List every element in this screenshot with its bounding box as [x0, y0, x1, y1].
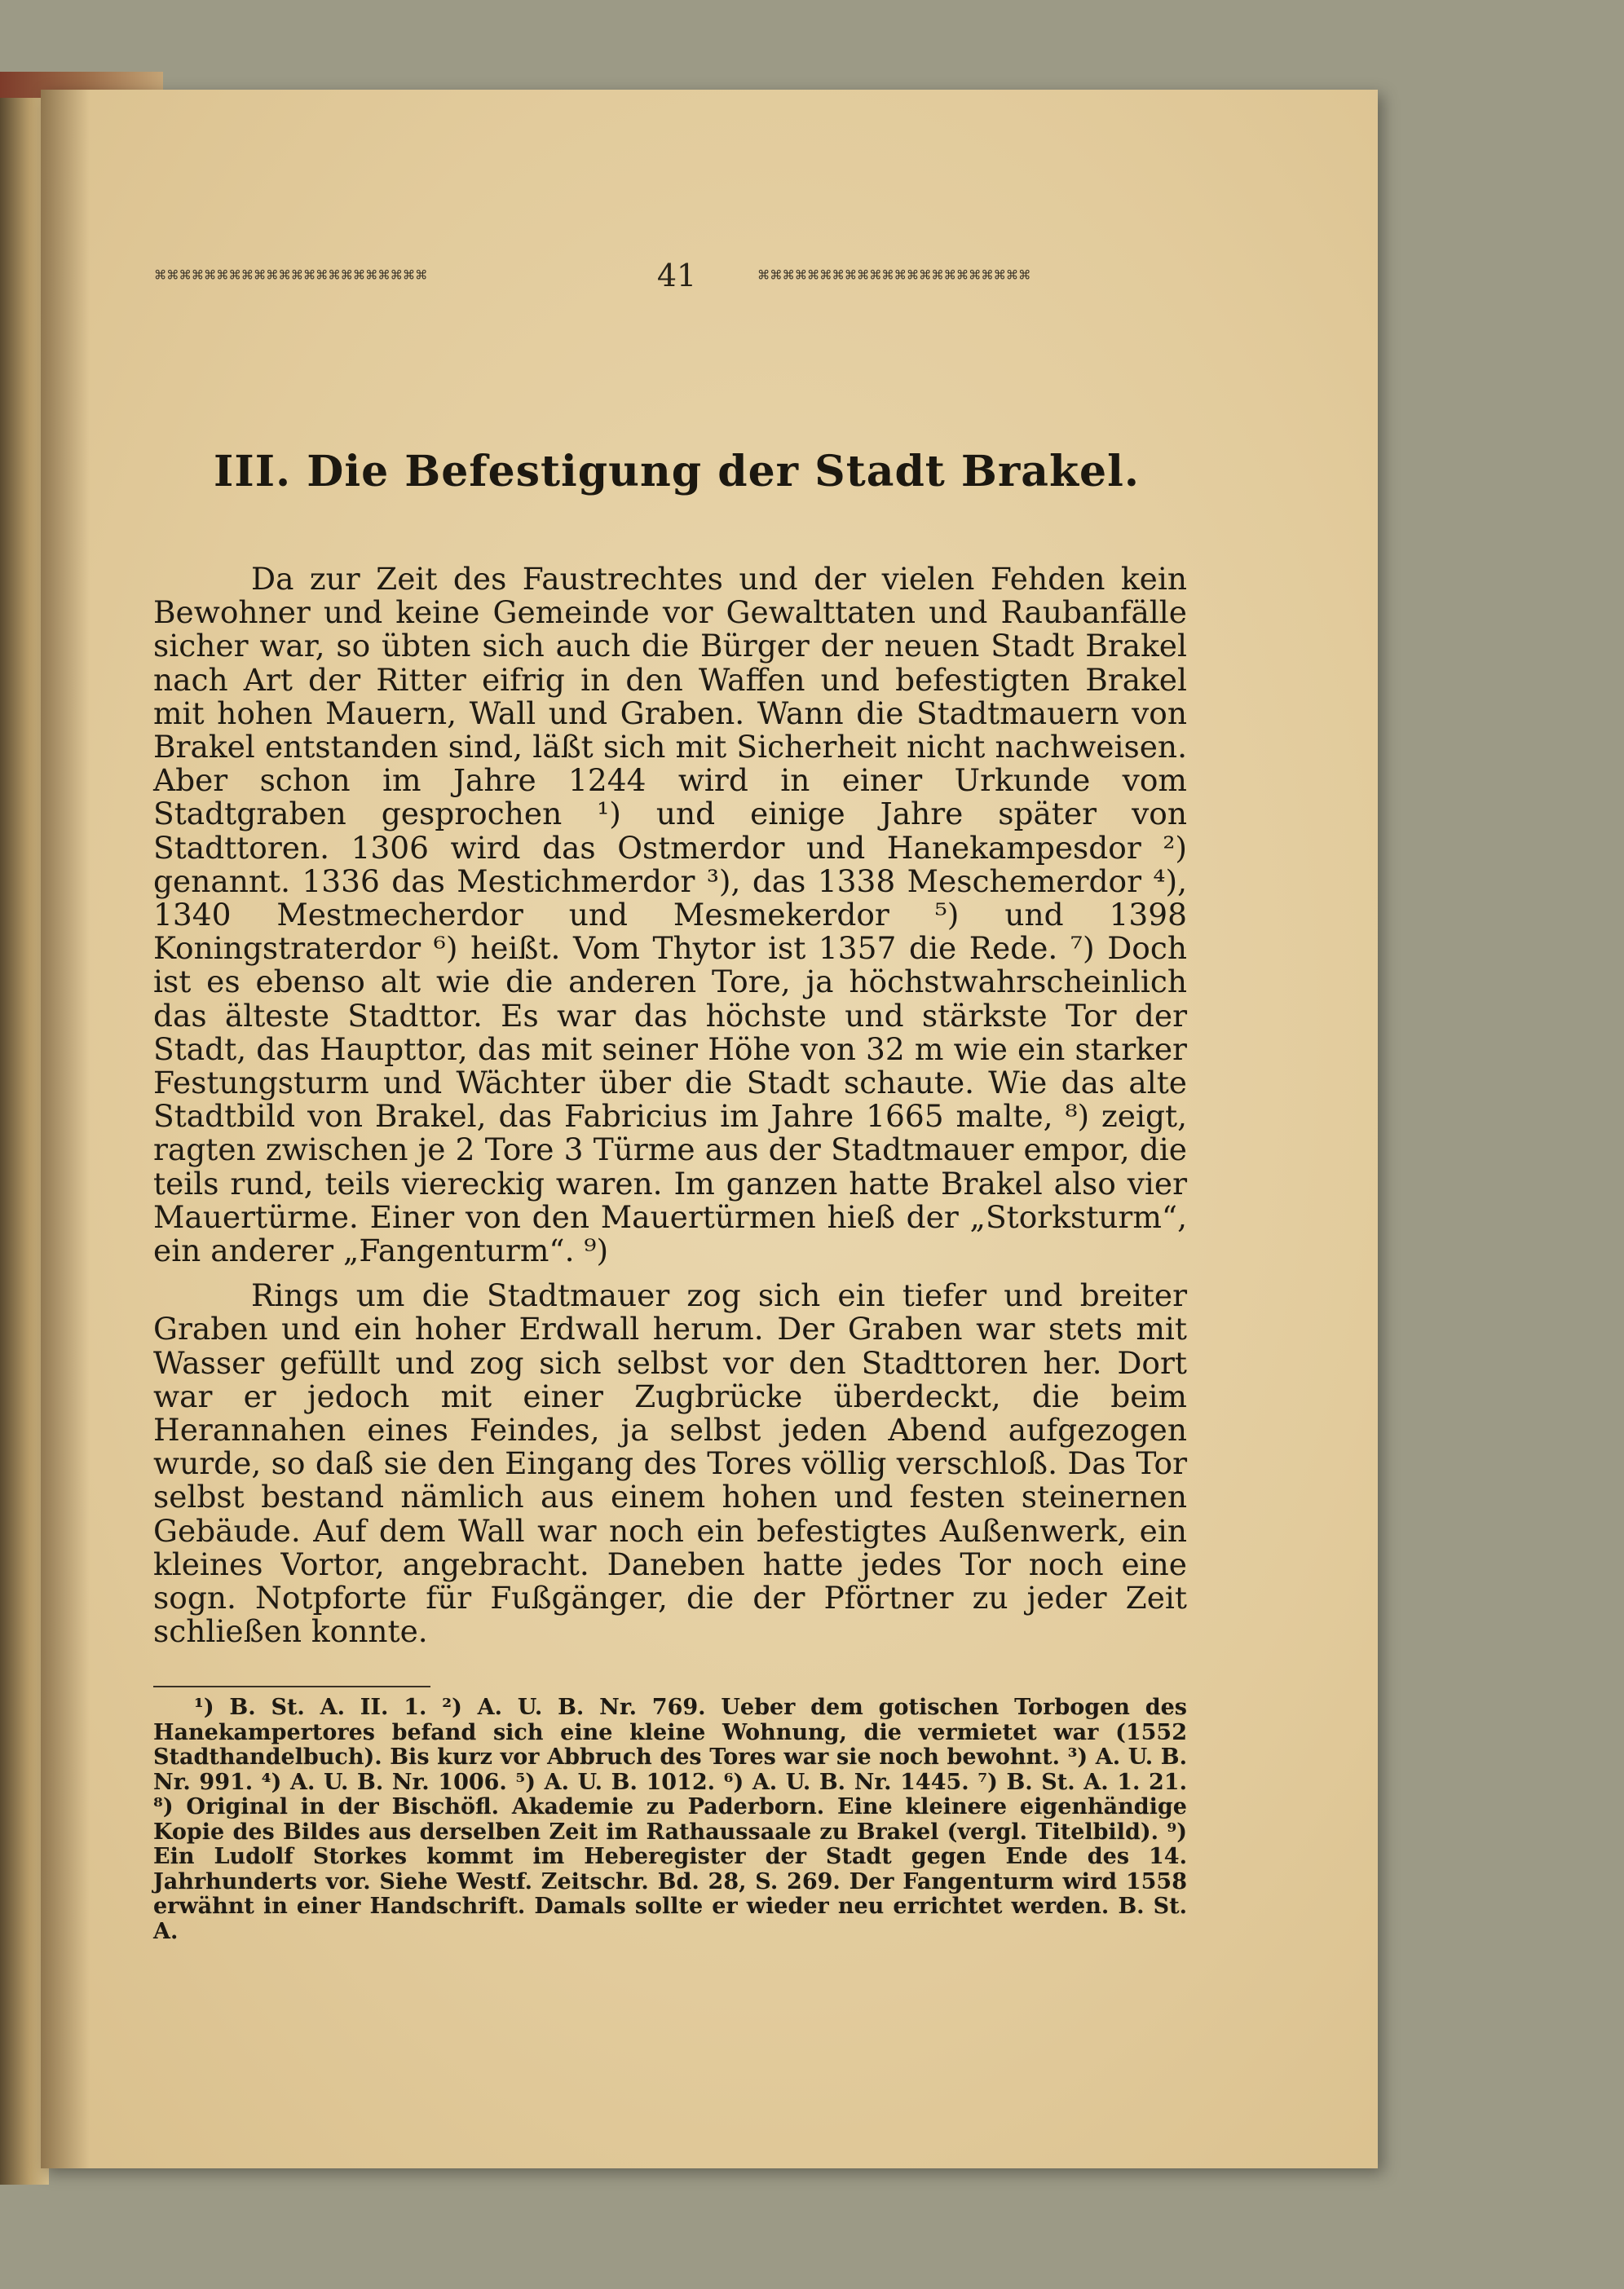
paragraph-2: Rings um die Stadtmauer zog sich ein tiefer und breiter Graben und ein hoher Erdwall herum. Der Graben war stets mit Wasser gefüllt und zog sich selbst vor den Stadttoren her. Dort war er jedoch mit einer Zugbrücke überdeckt, die beim Herannahen eines Feindes, ja selbst jeden Abend aufgezogen wurde, so daß sie den Eingang des Tores völlig verschloß. Das Tor selbst bestand nämlich aus einem hohen und festen steinernen Gebäude. Auf dem Wall war noch ein befestigtes Außenwerk, ein kleines Vortor, angebracht. Daneben hatte jedes Tor noch eine sogn. Notpforte für Fußgänger, die der Pförtner zu jeder Zeit schließen konnte.	[153, 1277, 1187, 1650]
header-ornament-right: ⌘⌘⌘⌘⌘⌘⌘⌘⌘⌘⌘⌘⌘⌘⌘⌘⌘⌘⌘⌘⌘⌘	[757, 265, 1032, 286]
header-ornament-left: ⌘⌘⌘⌘⌘⌘⌘⌘⌘⌘⌘⌘⌘⌘⌘⌘⌘⌘⌘⌘⌘⌘	[155, 265, 429, 286]
paragraph-1: Da zur Zeit des Faustrechtes und der vielen Fehden kein Bewohner und keine Gemeinde vor Gewalttaten und Raubanfälle sicher war, so übten sich auch die Bürger der neuen Stadt Brakel nach Art der Ritter eifrig in den Waffen und befestigten Brakel mit hohen Mauern, Wall und Graben. Wann die Stadtmauern von Brakel entstanden sind, läßt sich mit Sicherheit nicht nachweisen. Aber schon im Jahre 1244 wird in einer Urkunde vom Stadtgraben gesprochen ¹) und einige Jahre später von Stadttoren. 1306 wird das Ostmerdor und Hanekampesdor ²) genannt. 1336 das Mestichmerdor ³), das 1338 Meschemerdor ⁴), 1340 Mestmecherdor und Mesmekerdor ⁵) und 1398 Koningstraterdor ⁶) heißt. Vom Thytor ist 1357 die Rede. ⁷) Doch ist es ebenso alt wie die anderen Tore, ja höchstwahrscheinlich das älteste Stadttor. Es war das höchste und stärkste Tor der Stadt, das Haupttor, das mit seiner Höhe von 32 m wie ein starker Festungsturm und Wächter über die Stadt schaute. Wie das alte Stadtbild von Brakel, das Fabricius im Jahre 1665 malte, ⁸) zeigt, ragten zwischen je 2 Tore 3 Türme aus der Stadtmauer empor, die teils rund, teils viereckig waren. Im ganzen hatte Brakel also vier Mauertürme. Einer von den Mauertürmen hieß der „Storksturm“, ein anderer „Fangenturm“. ⁹)	[153, 561, 1187, 1269]
footnote-rule	[153, 1686, 430, 1687]
page-number: 41	[656, 258, 697, 293]
chapter-title: III. Die Befestigung der Stadt Brakel.	[214, 447, 1140, 496]
running-header	[155, 259, 1198, 292]
footnotes	[153, 1696, 1187, 1944]
gutter-shadow	[41, 90, 90, 2168]
footnote-text: ¹) B. St. A. II. 1. ²) A. U. B. Nr. 769. Ueber dem gotischen Torbogen des Hanekampertores befand sich eine kleine Wohnung, die vermietet war (1552 Stadthandelbuch). Bis kurz vor Abbruch des Tores war sie noch bewohnt. ³) A. U. B. Nr. 991. ⁴) A. U. B. Nr. 1006. ⁵) A. U. B. 1012. ⁶) A. U. B. Nr. 1445. ⁷) B. St. A. 1. 21. ⁸) Original in der Bischöfl. Akademie zu Paderborn. Eine kleinere eigenhändige Kopie des Bildes aus derselben Zeit im Rathaussaale zu Brakel (vergl. Titelbild). ⁹) Ein Ludolf Storkes kommt im Heberegister der Stadt gegen Ende des 14. Jahrhunderts vor. Siehe Westf. Zeitschr. Bd. 28, S. 269. Der Fangenturm wird 1558 erwähnt in einer Handschrift. Damals sollte er wieder neu errichtet werden. B. St. A.	[153, 1695, 1187, 1944]
body-text	[153, 562, 1187, 1649]
